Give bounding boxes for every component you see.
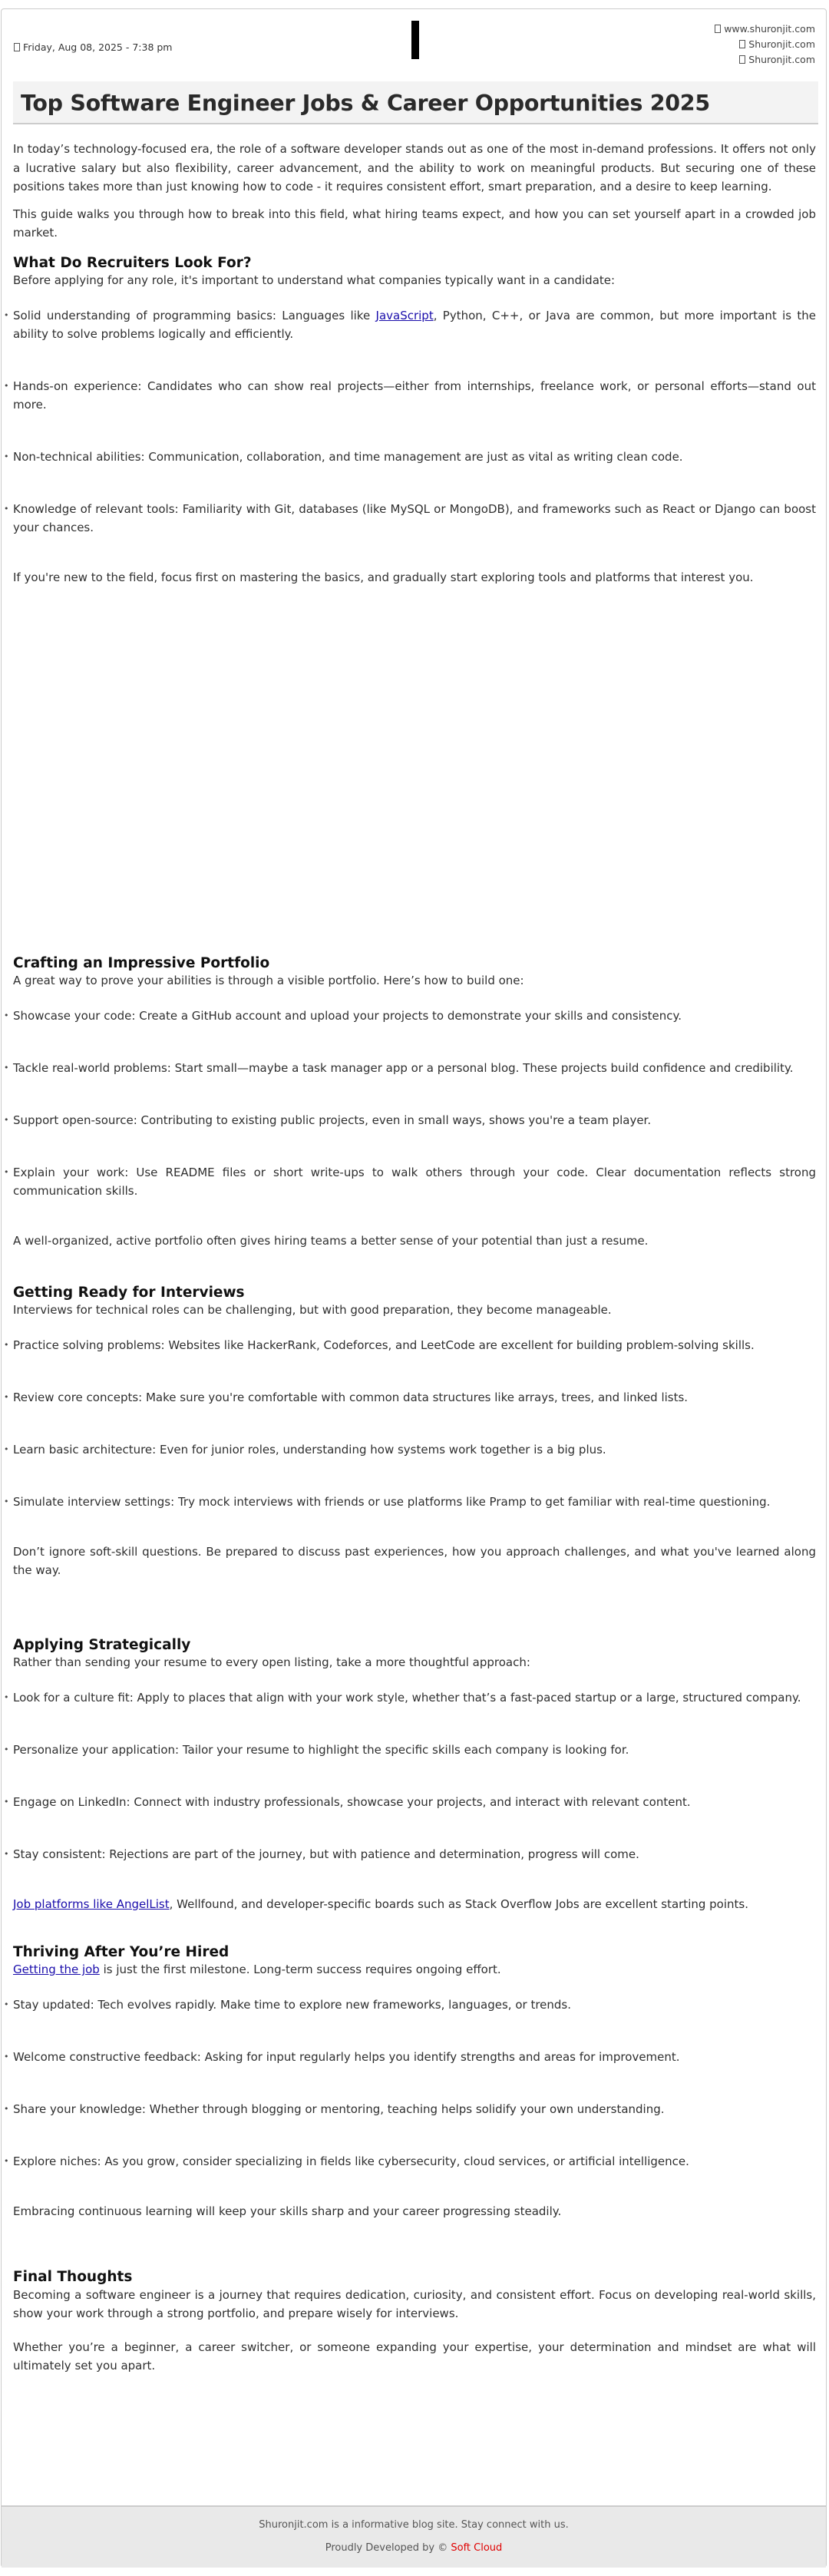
site-footer [2,2505,826,2568]
list-item: • Explain your work: Use README files or short write-ups to walk others through your code. Clear documentation reflects strong communication skills. [2,1163,827,1200]
intro-paragraph-2: This guide walks you through how to break into this field, what hiring teams expect, and how you can set yourself apart in a crowded job market. [13,207,816,240]
section-heading: Getting Ready for Interviews [13,1284,245,1301]
section-1 [2,243,827,587]
footer-credit: Proudly Developed by © Soft Cloud [325,2542,503,2554]
section-heading: What Do Recruiters Look For? [13,254,252,271]
list-item: • Simulate interview settings: Try mock interviews with friends or use platforms like Pramp to get familiar with real-time questioning. [2,1493,827,1511]
top-bar [2,9,826,82]
getting-the-job-link[interactable]: Getting the job [13,1963,100,1976]
page-frame [1,8,827,2568]
calendar-icon [14,43,20,51]
list-item: • Showcase your code: Create a GitHub account and upload your projects to demonstrate your skills and consistency. [2,1007,827,1025]
section-intro: Rather than sending your resume to every open listing, take a more thoughtful approach: [13,1655,530,1669]
section-5 [2,1913,827,2221]
final-thoughts [2,2221,827,2376]
list-item: • Personalize your application: Tailor your resume to highlight the specific skills each company is looking for. [2,1741,827,1759]
website-link[interactable]: www.shuronjit.com [715,21,815,37]
bullet-list [2,1996,827,2171]
list-item: • Stay consistent: Rejections are part of the journey, but with patience and determination, progress will come. [2,1845,827,1863]
list-item: • Hands-on experience: Candidates who can show real projects—either from internships, freelance work, or personal efforts—stand out more. [2,377,827,414]
bullet-list [2,306,827,537]
section-closing: A well-organized, active portfolio often gives hiring teams a better sense of your potential than just a resume. [13,1234,649,1248]
closing-link[interactable]: Job platforms like AngelList [13,1896,170,1911]
list-item: • Solid understanding of programming basics: Languages like JavaScript, Python, C++, or Java are common, but more important is the ability to solve problems logically and efficiently. [2,306,827,343]
section-intro: Interviews for technical roles can be challenging, but with good preparation, they become manageable. [13,1302,612,1317]
section-heading: Thriving After You’re Hired [13,1944,230,1960]
section-heading: Crafting an Impressive Portfolio [13,955,270,971]
section-intro: A great way to prove your abilities is through a visible portfolio. Here’s how to build one: [13,974,524,987]
bullet-list [2,1688,827,1863]
date-text: Friday, Aug 08, 2025 - 7:38 pm [23,41,173,53]
list-item: • Non-technical abilities: Communication, collaboration, and time management are just as vital as writing clean code. [2,448,827,466]
list-item: • Learn basic architecture: Even for junior roles, understanding how systems work together is a big plus. [2,1440,827,1459]
list-item: • Look for a culture fit: Apply to places that align with your work style, whether that’s a fast-paced startup or a large, structured company. [2,1688,827,1707]
section-intro: Before applying for any role, it's important to understand what companies typically want in a candidate: [13,273,616,287]
intro-paragraph-1: In today’s technology-focused era, the role of a software developer stands out as one of the most in-demand professions. It offers not only a lucrative salary but also flexibility, career advancement, and the ability to work on meaningful products. But securing one of these positions takes more than just knowing how to code - it requires consistent effort, smart preparation, and a desire to keep learning. [13,142,816,193]
bullet-link[interactable]: JavaScript [375,308,434,322]
header-links [715,21,815,68]
footer-tagline: Shuronjit.com is a informative blog site. Stay connect with us. [259,2519,569,2531]
bullet-list [2,1336,827,1511]
social-link-1[interactable]: Shuronjit.com [715,37,815,52]
section-closing: If you're new to the field, focus first on mastering the basics, and gradually start exploring tools and platforms that interest you. [13,570,754,584]
article-body [2,140,827,2376]
title-box [13,81,818,124]
list-item: • Knowledge of relevant tools: Familiarity with Git, databases (like MySQL or MongoDB), and frameworks such as React or Django can boost your chances. [2,500,827,537]
list-item: • Tackle real-world problems: Start small—maybe a task manager app or a personal blog. These projects build confidence and credibility. [2,1059,827,1077]
list-item: • Engage on LinkedIn: Connect with industry professionals, showcase your projects, and interact with relevant content. [2,1793,827,1811]
date-display [14,41,173,53]
list-item: • Share your knowledge: Whether through blogging or mentoring, teaching helps solidify your own understanding. [2,2100,827,2118]
site-logo[interactable] [411,21,419,59]
list-item: • Support open-source: Contributing to existing public projects, even in small ways, shows you're a team player. [2,1111,827,1129]
globe-icon [715,25,721,33]
section-4 [2,1580,827,1914]
bullet-list [2,1007,827,1200]
list-item: • Welcome constructive feedback: Asking for input regularly helps you identify strengths and areas for improvement. [2,2048,827,2066]
developer-link[interactable]: Soft Cloud [451,2542,503,2554]
page-title: Top Software Engineer Jobs & Career Opportunities 2025 [21,91,710,116]
social-link-2[interactable]: Shuronjit.com [715,52,815,68]
section-2 [2,587,827,1251]
list-item: • Review core concepts: Make sure you're comfortable with common data structures like arrays, trees, and linked lists. [2,1388,827,1407]
section-closing: Embracing continuous learning will keep your skills sharp and your career progressing steadily. [13,2204,562,2218]
final-paragraph: Becoming a software engineer is a journey that requires dedication, curiosity, and consistent effort. Focus on developing real-world skills, show your work through a strong portfolio, and prepare wisely for interviews. [13,2287,816,2320]
section-3 [2,1251,827,1580]
list-item: • Explore niches: As you grow, consider specializing in fields like cybersecurity, cloud services, or artificial intelligence. [2,2152,827,2171]
section-heading: Applying Strategically [13,1636,191,1653]
final-heading: Final Thoughts [13,2268,133,2285]
final-paragraph: Whether you’re a beginner, a career switcher, or someone expanding your expertise, your determination and mindset are what will ultimately set you apart. [13,2340,816,2373]
section-closing: Job platforms like AngelList, Wellfound, and developer-specific boards such as Stack Overflow Jobs are excellent starting points. [13,1896,748,1911]
link-icon [739,55,745,64]
section-closing: Don’t ignore soft-skill questions. Be prepared to discuss past experiences, how you approach challenges, and what you've learned along the way. [13,1544,816,1577]
section-intro: Getting the job is just the first milestone. Long-term success requires ongoing effort. [13,1963,501,1976]
link-icon [739,40,745,48]
list-item: • Stay updated: Tech evolves rapidly. Make time to explore new frameworks, languages, or trends. [2,1996,827,2014]
list-item: • Practice solving problems: Websites like HackerRank, Codeforces, and LeetCode are excellent for building problem-solving skills. [2,1336,827,1354]
